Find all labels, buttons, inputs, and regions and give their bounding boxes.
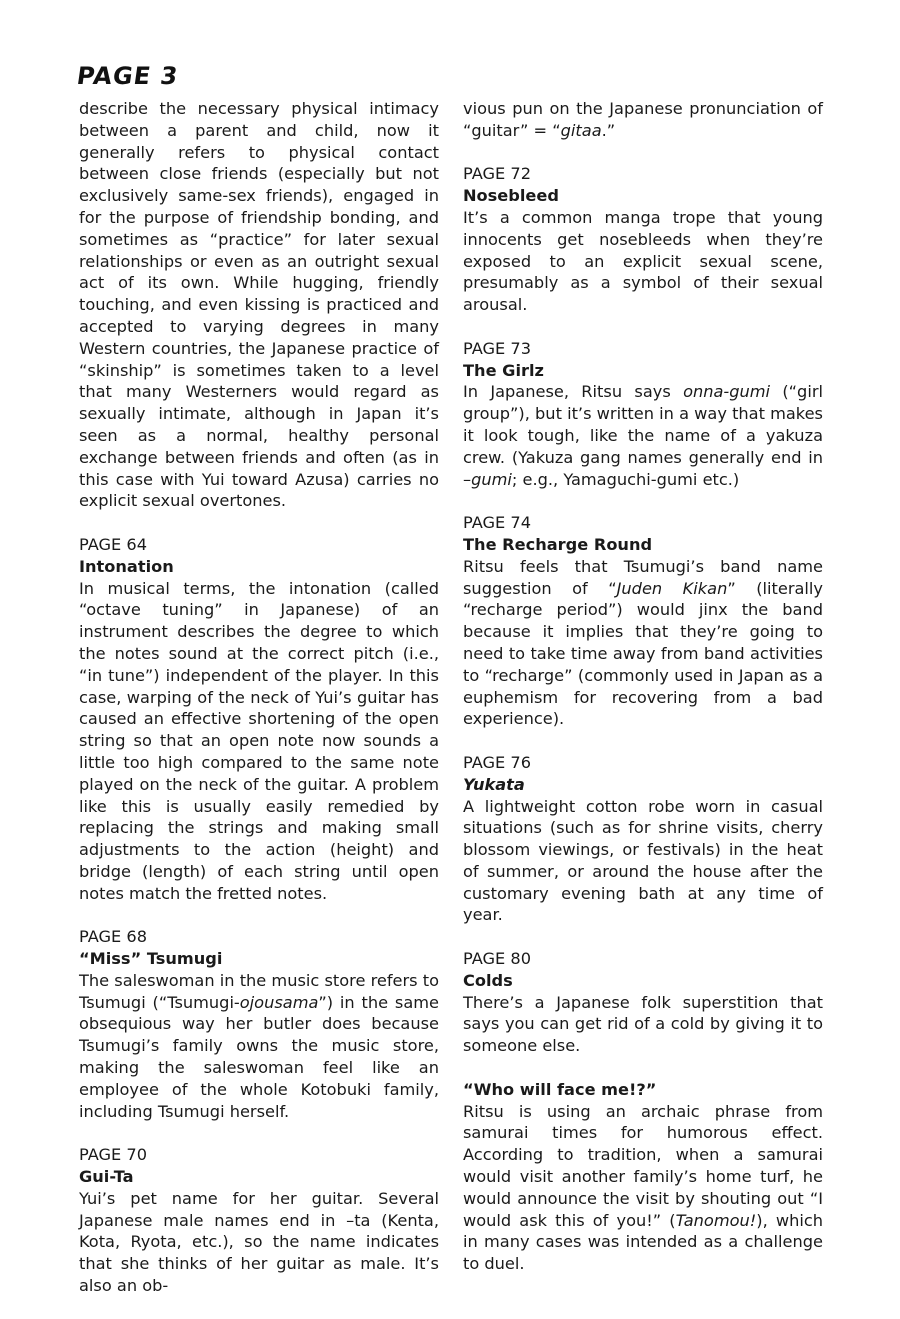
text-part: ”) in the same obsequious way her butler does because Tsumugi’s family owns the music store, making the saleswoman feel like an employee of the whole Kotobuki family, including Tsumugi herself. <box>79 992 439 1121</box>
text-part: ; e.g., Yamaguchi-gumi etc.) <box>511 469 740 489</box>
entry-gui-ta <box>79 1144 439 1297</box>
text-part: (“girl group”), but it’s written in a way that makes it look tough, like the name of a yakuza crew. (Yakuza gang names generally end in – <box>463 382 823 489</box>
italic-term: gitaa <box>560 120 602 140</box>
page-number: PAGE 64 <box>79 534 148 554</box>
entry-text: In musical terms, the intonation (called “octave tuning” in Japanese) of an instrument describes the degree to which the notes sound at the correct pitch (i.e., “in tune”) independent of the player. In this case, warping of the neck of Yui’s guitar has caused an effective shortening of the open string so that an open note now sounds a little too high compared to the same note played on the neck of the guitar. A problem like this is usually easily remedied by replacing the strings and making small adjustments to the action (height) and bridge (length) of each string until open notes match the fretted notes. <box>79 578 439 903</box>
intro-text: describe the necessary physical intimacy between a parent and child, now it generally refers to physical contact between close friends (especially but not exclusively same-sex friends), engaged in for the purpose of friendship bonding, and sometimes as “practice” for later sexual relationships or even as an outright sexual act of its own. While hugging, friendly touching, and even kissing is practiced and accepted to varying degrees in many Western countries, the Japanese practice of “skinship” is sometimes taken to a level that many Westerners would regard as sexually intimate, although in Japan it’s seen as a normal, healthy personal exchange between friends and often (as in this case with Yui toward Azusa) carries no explicit sexual overtones. <box>79 99 439 511</box>
italic-term: Juden Kikan <box>616 578 728 598</box>
entry-title: Nosebleed <box>463 186 559 206</box>
entry-title: “Who will face me!?” <box>463 1079 657 1099</box>
left-column <box>79 98 439 1319</box>
entry-the-girlz <box>463 338 823 491</box>
page-number: PAGE 80 <box>463 949 532 969</box>
entry-title: The Girlz <box>463 360 544 380</box>
entry-text <box>79 970 439 1123</box>
text-part: vious pun on the Japanese pronunciation of “guitar” = “ <box>463 99 823 140</box>
intro-entry <box>79 98 439 512</box>
continued-entry <box>463 98 823 142</box>
text-part: .” <box>601 120 616 140</box>
page-number: PAGE 72 <box>463 164 532 184</box>
entry-recharge-round <box>463 512 823 730</box>
entry-nosebleed <box>463 163 823 316</box>
entry-title: “Miss” Tsumugi <box>79 949 223 969</box>
text-part: Ritsu is using an archaic phrase from samurai times for humorous effect. According to tradition, when a samurai would visit another family’s home turf, he would announce the visit by shouting out “I would ask this of you!” ( <box>463 1101 823 1230</box>
page-number: PAGE 76 <box>463 752 532 772</box>
page-heading: PAGE 3 <box>75 62 181 90</box>
entry-intonation <box>79 534 439 905</box>
page-number: PAGE 74 <box>463 513 532 533</box>
entry-text: It’s a common manga trope that young innocents get nosebleeds when they’re exposed to an explicit sexual scene, presumably as a symbol of their sexual arousal. <box>463 207 823 315</box>
text-part: In Japanese, Ritsu says <box>463 382 684 402</box>
entry-who-will-face-me <box>463 1079 823 1275</box>
page-number: PAGE 70 <box>79 1145 148 1165</box>
text-part: Ritsu feels that Tsumugi’s band name suggestion of “ <box>463 556 823 598</box>
entry-miss-tsumugi <box>79 926 439 1122</box>
right-column <box>463 98 823 1297</box>
text-part: ” (literally “recharge period”) would jinx the band because it implies that they’re going to need to take time away from band activities to “recharge” (commonly used in Japan as a euphemism for recovering from a bad experience). <box>463 578 823 729</box>
entry-colds <box>463 948 823 1057</box>
entry-title: Yukata <box>463 774 525 794</box>
text-part: The saleswoman in the music store refers to Tsumugi (“Tsumugi- <box>79 970 439 1012</box>
italic-term: Tanomou! <box>675 1210 757 1230</box>
entry-title: The Recharge Round <box>463 534 653 554</box>
entry-title: Intonation <box>79 556 174 576</box>
entry-yukata <box>463 752 823 926</box>
continued-text <box>463 98 823 142</box>
text-part: ), which in many cases was intended as a challenge to duel. <box>463 1210 823 1274</box>
entry-text: A lightweight cotton robe worn in casual situations (such as for shrine visits, cherry blossom viewings, or festivals) in the heat of summer, or around the house after the customary evening bath at any time of year. <box>463 796 823 925</box>
entry-title: Gui-Ta <box>79 1167 134 1187</box>
entry-title: Colds <box>463 970 513 990</box>
page-number: PAGE 68 <box>79 927 148 947</box>
entry-text <box>463 556 823 730</box>
entry-text <box>463 1101 823 1275</box>
page-number: PAGE 73 <box>463 338 532 358</box>
entry-text: Yui’s pet name for her guitar. Several Japanese male names end in –ta (Kenta, Kota, Ryota, etc.), so the name indicates that she thinks of her guitar as male. It’s also an ob- <box>79 1188 439 1296</box>
entry-text <box>463 381 823 490</box>
italic-term: ojousama <box>239 992 319 1012</box>
entry-text: There’s a Japanese folk superstition that says you can get rid of a cold by giving it to someone else. <box>463 992 823 1056</box>
italic-term: gumi <box>471 469 512 489</box>
italic-term: onna-gumi <box>683 382 771 402</box>
